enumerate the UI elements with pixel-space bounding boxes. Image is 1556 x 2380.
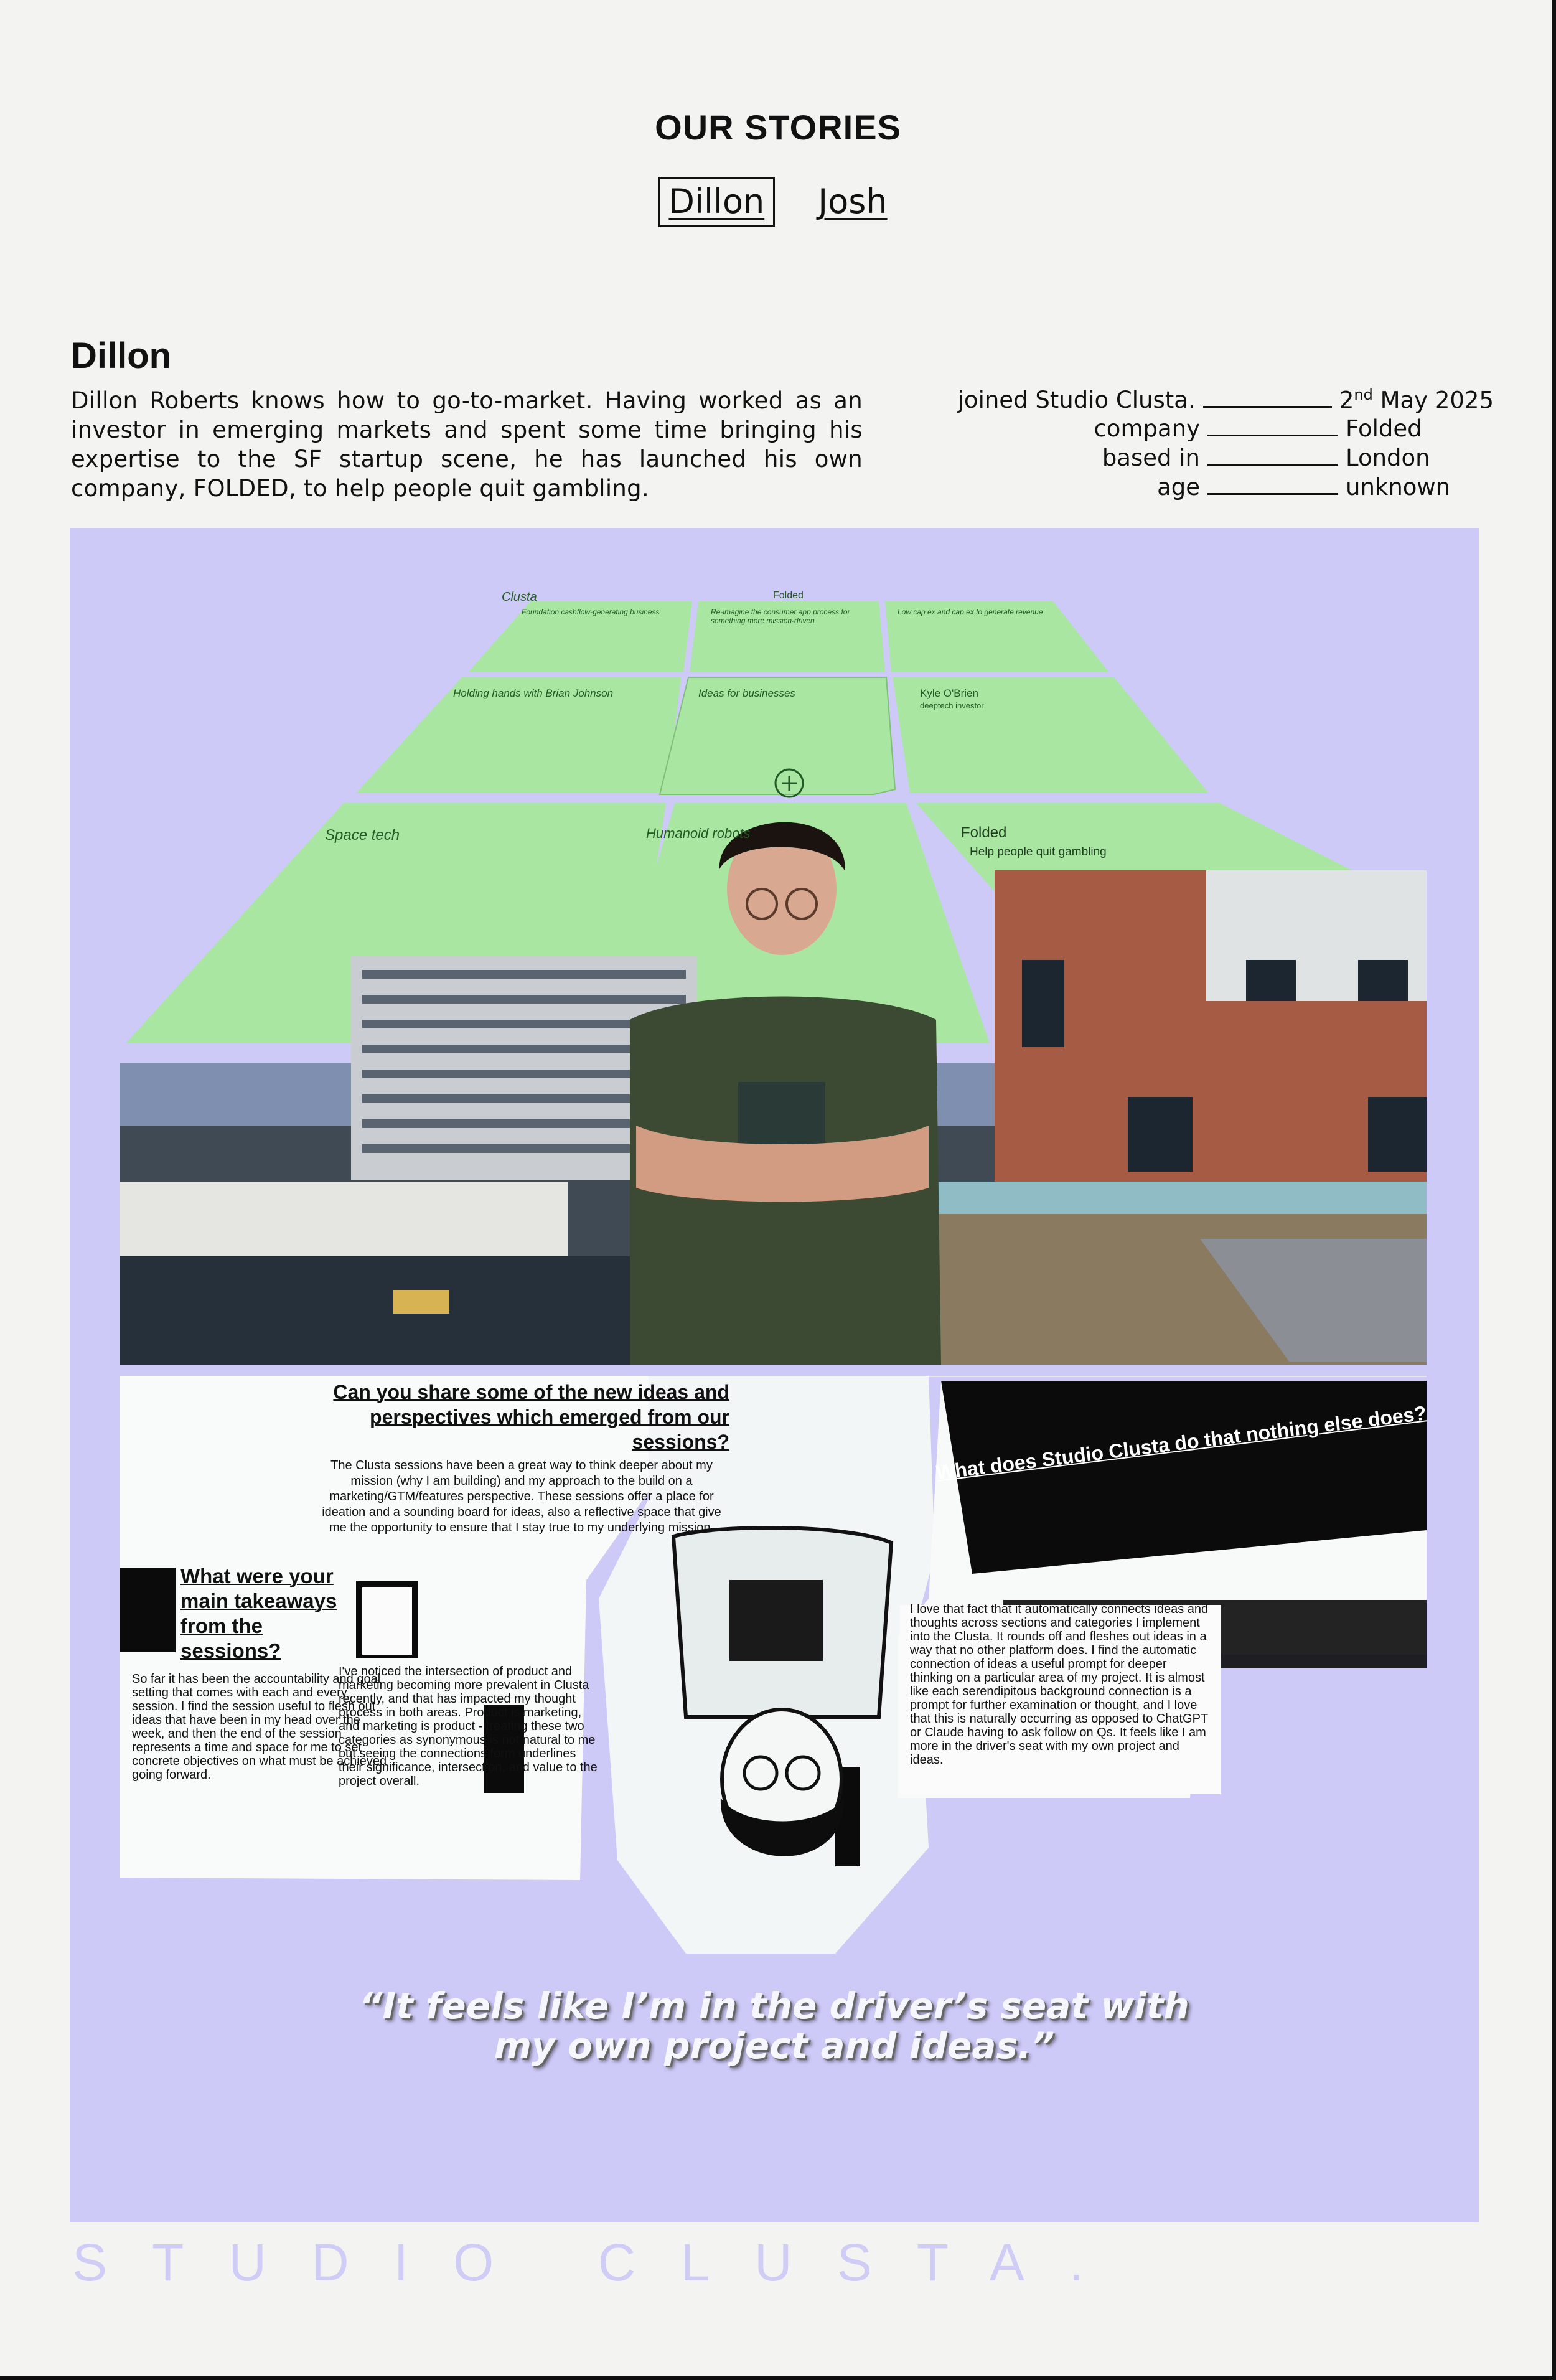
question-heading: What does Studio Clusta do that nothing else does?	[935, 1401, 1428, 1484]
fact-divider-line	[1207, 447, 1338, 466]
footer-brand: STUDIO CLUSTA.	[72, 2233, 1129, 2292]
collage-illustration	[70, 528, 1479, 2222]
fact-value: unknown	[1346, 474, 1451, 501]
answer-text: I've noticed the intersection of product and marketing becoming more prevalent in Clusta recently, and that has impacted my thought process in both areas. Product is marketing, and marketing is product - treating these two categories as synonymous is not natural to me but seeing the connections form underlines their significance, intersection, and value to the project overall.	[339, 1665, 598, 1788]
question-heading: Can you share some of the new ideas and perspectives which emerged from our sessions?	[333, 1381, 729, 1453]
card-title: Re-imagine the consumer app process for something more mission-driven	[711, 608, 850, 625]
fact-value: Folded	[1346, 415, 1422, 442]
fact-divider-line	[1203, 389, 1332, 408]
card-title: Humanoid robots	[646, 825, 751, 841]
fact-label: company	[1094, 415, 1200, 442]
card-title: Low cap ex and cap ex to generate revenue	[898, 608, 1043, 616]
fact-value: 2nd May 2025	[1339, 386, 1494, 414]
card-title: Space tech	[325, 827, 400, 844]
fact-row-joined	[871, 386, 1494, 415]
card-title: Foundation cashflow-generating business	[522, 608, 660, 616]
tab-josh[interactable]: Josh	[818, 182, 888, 221]
tab-dillon[interactable]: Dillon	[658, 177, 775, 227]
board-top-label: Folded	[773, 590, 804, 601]
page-title: OUR STORIES	[655, 108, 901, 147]
quote-line: my own project and ideas.”	[494, 2025, 1055, 2067]
fact-value: London	[1346, 444, 1430, 471]
answer-text: So far it has been the accountability and goal setting that comes with each and every session. I find the session useful to flesh out ideas that have been in my head over the week, and then the end of the session represents a time and space for me to set concrete objectives on what must be achieved going forward.	[132, 1672, 387, 1782]
fact-label: based in	[1102, 444, 1200, 471]
fact-row-age	[871, 474, 1494, 503]
board-brand: Clusta	[502, 590, 537, 604]
profile-bio: Dillon Roberts knows how to go-to-market. Having worked as an investor in emerging markets and spent some time bringing his expertise to the SF startup scene, he has launched his own company, FOLDED, to help people quit gambling.	[71, 387, 863, 502]
pull-quote	[70, 1986, 1479, 2066]
quote-line: “It feels like I’m in the driver’s seat with	[359, 1985, 1189, 2027]
answer-text: The Clusta sessions have been a great way to think deeper about my mission (why I am building) and my approach to the build on a marketing/GTM/features perspective. These sessions offer a place for ideation and a sounding board for ideas, also a reflective space that give me the opportunity to ensure that I stay true to my underlying mission.	[322, 1459, 721, 1535]
card-title: Holding hands with Brian Johnson	[453, 687, 614, 699]
card-title: Kyle O'Brien	[920, 687, 978, 699]
card-subtitle: Help people quit gambling	[970, 845, 1107, 858]
hero-collage	[70, 528, 1479, 2222]
card-title: Ideas for businesses	[698, 687, 795, 699]
fact-divider-line	[1207, 418, 1338, 436]
page-border	[1552, 0, 1556, 2380]
profile-name: Dillon	[71, 336, 172, 376]
fact-row-location	[871, 444, 1494, 474]
fact-label: age	[1157, 474, 1200, 501]
page-border	[0, 2376, 1556, 2380]
card-subtitle: deeptech investor	[920, 701, 984, 710]
card-title: Folded	[961, 824, 1007, 841]
answer-text: I love that fact that it automatically connects ideas and thoughts across sections and categories I implement into the Clusta. It rounds off and fleshes out ideas in a way that no other platform does. I find the automatic connection of ideas a useful prompt for deeper thinking on a particular area of my project. It is almost like each serendipitous background connection is a prompt for further examination or thought, and I love that this is naturally occurring as opposed to ChatGPT or Claude having to ask follow on Qs. It feels like I am more in the driver's seat with my own project and ideas.	[910, 1602, 1209, 1767]
profile-facts	[871, 386, 1494, 503]
fact-row-company	[871, 415, 1494, 444]
fact-divider-line	[1207, 476, 1338, 495]
question-heading: What were your main takeaways from the sessions?	[180, 1564, 337, 1662]
fact-label: joined Studio Clusta.	[957, 387, 1196, 414]
story-tabs	[0, 177, 1556, 227]
